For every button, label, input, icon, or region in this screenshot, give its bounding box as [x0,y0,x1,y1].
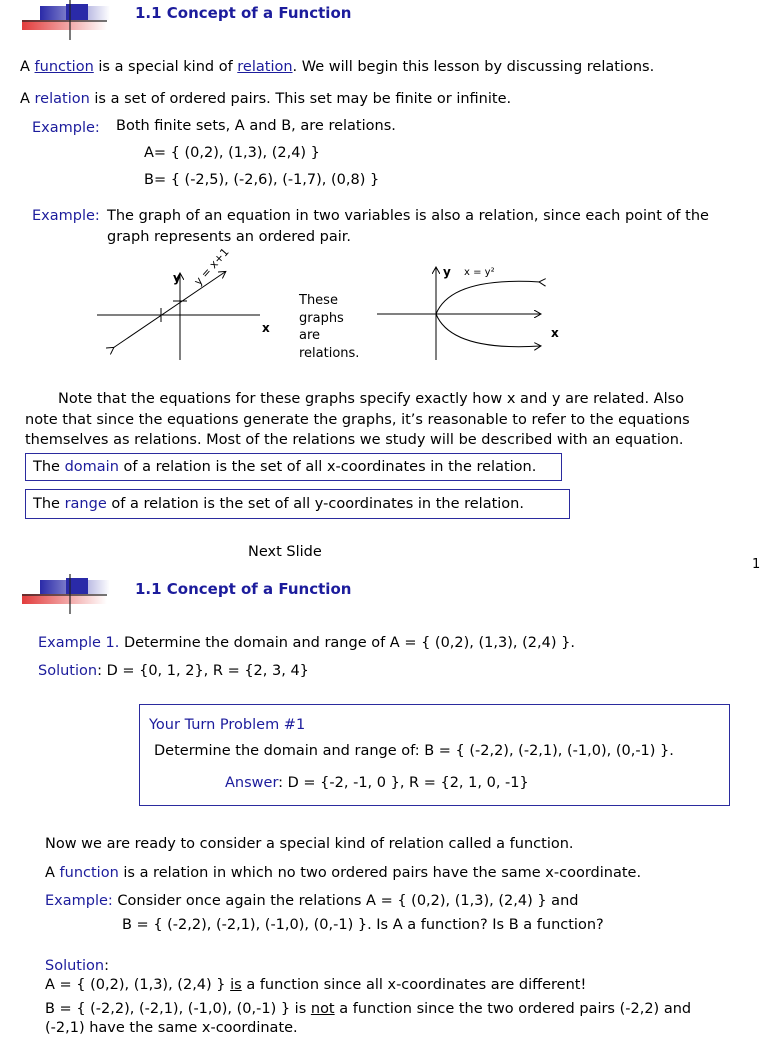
function-definition [45,864,641,882]
your-turn-title: Your Turn Problem #1 [149,717,306,733]
next-slide-label: Next Slide [248,544,322,560]
page-number: 1 [752,557,761,572]
example-line: B = { (-2,2), (-2,1), (-1,0), (0,-1) }. Is A a function? Is B a function? [122,917,604,933]
text: of a relation is the set of all y-coordinates in the relation. [106,496,524,512]
range-term: range [64,496,107,512]
slide2-title: 1.1 Concept of a Function [135,580,352,598]
text: B = { (-2,2), (-2,1), (-1,0), (0,-1) } is [45,1001,311,1017]
example-label: Example: [32,120,100,136]
example-text: The graph of an equation in two variables is also a relation, since each point of the [107,208,709,224]
set-a: A= { (0,2), (1,3), (2,4) } [144,145,320,161]
text: is a special kind of [93,59,238,75]
range-definition [33,495,524,513]
slide-logo-icon [22,574,112,614]
function-term: function [59,865,119,881]
text: of a relation is the set of all x-coordinates in the relation. [118,459,537,475]
parabola-equation: x = y² [464,267,495,278]
solution-label: Solution [38,663,98,679]
text: Consider once again the relations A = { (0,2), (1,3), (2,4) } and [112,893,579,909]
y-axis-label: y [443,265,451,279]
solution-line-a [45,976,586,994]
line-graph [95,245,285,367]
your-turn-answer [225,774,529,792]
text: The [33,459,65,475]
example-line [45,892,578,910]
solution-line-c-partial: (-2,1) have the same x-coordinate. [45,1020,298,1036]
answer-label: Answer [225,775,279,791]
function-term: function [34,59,94,75]
solution-line-b [45,1000,691,1018]
text: : D = {-2, -1, 0 }, R = {2, 1, 0, -1} [278,775,529,791]
text: a function since the two ordered pairs (-2,2) and [334,1001,692,1017]
text: Determine the domain and range of A = { (0,2), (1,3), (2,4) }. [119,635,575,651]
solution-label: Solution [45,958,105,974]
note-line: themselves as relations. Most of the relations we study will be described with an equation. [25,432,684,448]
caption-line: graphs [299,310,344,326]
relation-term: relation [34,91,90,107]
graph-caption [299,292,359,362]
slide1-intro-line [20,58,654,76]
example-text: graph represents an ordered pair. [107,229,352,245]
caption-line: These [299,293,338,308]
x-axis-label: x [262,321,270,335]
emphasis-is: is [230,977,242,993]
slide-logo-icon [22,0,112,40]
caption-line: are [299,328,321,343]
caption-line: relations. [299,345,360,361]
text: The [33,496,65,512]
text: A [45,865,60,881]
line-equation: y = x+1 [191,245,232,289]
set-b: B= { (-2,5), (-2,6), (-1,7), (0,8) } [144,172,380,188]
example-label: Example: [45,893,113,909]
relation-term: relation [237,59,293,75]
domain-definition [33,458,536,476]
text: . We will begin this lesson by discussing relations. [292,59,655,75]
text: is a set of ordered pairs. This set may be finite or infinite. [89,91,512,107]
slide1-title: 1.1 Concept of a Function [135,4,352,22]
relation-definition [20,90,511,108]
your-turn-text: Determine the domain and range of: B = { (-2,2), (-2,1), (-1,0), (0,-1) }. [154,743,674,759]
y-axis-label: y [173,271,181,285]
note-line: Note that the equations for these graphs specify exactly how x and y are related. Also [58,391,685,407]
example-text: Both finite sets, A and B, are relations. [116,118,396,134]
text: : D = {0, 1, 2}, R = {2, 3, 4} [97,663,309,679]
domain-term: domain [64,459,119,475]
solution-heading [45,957,109,975]
line-y-equals-x-plus-1 [113,272,225,348]
example-label: Example: [32,208,100,224]
example-1-line [38,634,575,652]
parabola-graph [375,262,565,367]
text: is a relation in which no two ordered pairs have the same x-coordinate. [118,865,642,881]
text: A [20,91,35,107]
x-axis-label: x [551,326,559,340]
example-label: Example 1. [38,635,120,651]
text: A = { (0,2), (1,3), (2,4) } [45,977,231,993]
emphasis-not: not [310,1001,335,1017]
text: a function since all x-coordinates are different! [241,977,587,993]
solution-1-line [38,662,309,680]
text: A [20,59,35,75]
note-line: note that since the equations generate the graphs, it’s reasonable to refer to the equations [25,412,690,428]
intro-function-line: Now we are ready to consider a special kind of relation called a function. [45,836,574,852]
text: : [104,958,109,974]
